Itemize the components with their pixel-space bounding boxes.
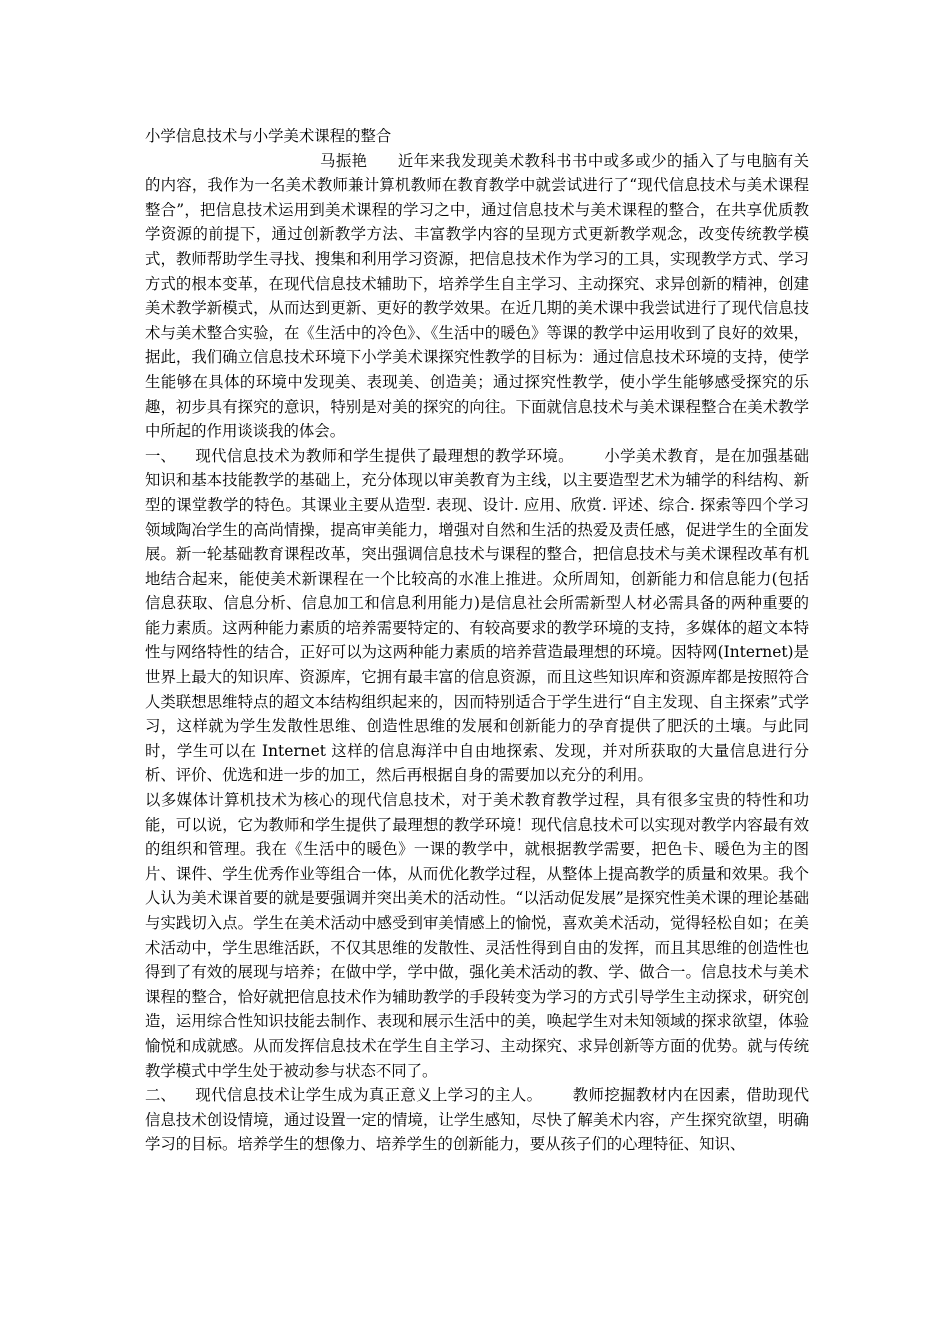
section-2-body: 教师挖掘教材内在因素，借助现代信息技术创设情境，通过设置一定的情境，让学生感知，尽快了解美术内容，产生探究欲望，明确学习的目标。培养学生的想像力、培养学生的创新能力，要从孩子们的心理特征、知识、 [145, 1086, 809, 1154]
author-intro-paragraph [145, 149, 809, 444]
section-1-paragraph [145, 444, 809, 788]
section-1-number: 一、 [145, 446, 176, 465]
author-name: 马振艳 [320, 151, 368, 170]
document-page [145, 124, 809, 1157]
section-2-heading: 现代信息技术让学生成为真正意义上学习的主人。 [195, 1086, 543, 1105]
section-1-body: 小学美术教育，是在加强基础知识和基本技能教学的基础上，充分体现以审美教育为主线，以主要造型艺术为辅学的科结构、新型的课堂教学的特色。其课业主要从造型. 表现、设计. 应用、欣赏. 评述、综合. 探索等四个学习领域陶冶学生的高尚情操，提高审美能力，增强对自然和生活的热爱及责任感，促进学生的全面发展。新一轮基础教育课程改革，突出强调信息技术与课程的整合，把信息技术与美术课程改革有机地结合起来，能使美术新课程在一个比较高的水准上推进。众所周知，创新能力和信息能力(包括信息获取、信息分析、信息加工和信息利用能力)是信息社会所需新型人材必需具备的两种重要的能力素质。这两种能力素质的培养需要特定的、有较高要求的教学环境的支持，多媒体的超文本特性与网络特性的结合，正好可以为这两种能力素质的培养营造最理想的环境。因特网(Internet)是世界上最大的知识库、资源库，它拥有最丰富的信息资源，而且这些知识库和资源库都是按照符合人类联想思维特点的超文本结构组织起来的，因而特别适合于学生进行“自主发现、自主探索”式学习，这样就为学生发散性思维、创造性思维的发展和创新能力的孕育提供了肥沃的土壤。与此同时，学生可以在 Internet 这样的信息海洋中自由地探索、发现，并对所获取的大量信息进行分析、评价、优选和进一步的加工，然后再根据自身的需要加以充分的利用。 [145, 446, 809, 785]
section-1-heading: 现代信息技术为教师和学生提供了最理想的教学环境。 [195, 446, 574, 465]
section-2-number: 二、 [145, 1086, 176, 1105]
section-1-body-2: 以多媒体计算机技术为核心的现代信息技术，对于美术教育教学过程，具有很多宝贵的特性和功能，可以说，它为教师和学生提供了最理想的教学环境！现代信息技术可以实现对教学内容最有效的组织和管理。我在《生活中的暖色》一课的教学中，就根据教学需要，把色卡、暖色为主的图片、课件、学生优秀作业等组合一体，从而优化教学过程，从整体上提高教学的质量和效果。我个人认为美术课首要的就是要强调并突出美术的活动性。“以活动促发展”是探究性美术课的理论基础与实践切入点。学生在美术活动中感受到审美情感上的愉悦，喜欢美术活动，觉得轻松自如；在美术活动中，学生思维活跃，不仅其思维的发散性、灵活性得到自由的发挥，而且其思维的创造性也得到了有效的展现与培养；在做中学，学中做，强化美术活动的教、学、做合一。信息技术与美术课程的整合，恰好就把信息技术作为辅助教学的手段转变为学习的方式引导学生主动探求，研究创造，运用综合性知识技能去制作、表现和展示生活中的美，唤起学生对未知领域的探求欲望，体验愉悦和成就感。从而发挥信息技术在学生自主学习、主动探究、求异创新等方面的优势。就与传统教学模式中学生处于被动参与状态不同了。 [145, 791, 809, 1080]
intro-text: 近年来我发现美术教科书书中或多或少的插入了与电脑有关的内容，我作为一名美术教师兼计算机教师在教育教学中就尝试进行了“现代信息技术与美术课程整合”，把信息技术运用到美术课程的学习之中，通过信息技术与美术课程的整合，在共享优质教学资源的前提下，通过创新教学方法、丰富教学内容的呈现方式更新教学观念，改变传统教学模式，教师帮助学生寻找、搜集和利用学习资源，把信息技术作为学习的工具，实现教学方式、学习方式的根本变革，在现代信息技术辅助下，培养学生自主学习、主动探究、求异创新的精神，创建美术教学新模式，从而达到更新、更好的教学效果。在近几期的美术课中我尝试进行了现代信息技术与美术整合实验，在《生活中的冷色》、《生活中的暖色》等课的教学中运用收到了良好的效果，据此，我们确立信息技术环境下小学美术课探究性教学的目标为：通过信息技术环境的支持，使学生能够在具体的环境中发现美、表现美、创造美；通过探究性教学，使小学生能够感受探究的乐趣，初步具有探究的意识，特别是对美的探究的向往。下面就信息技术与美术课程整合在美术教学中所起的作用谈谈我的体会。 [145, 151, 809, 441]
section-2-paragraph [145, 1083, 809, 1157]
document-title: 小学信息技术与小学美术课程的整合 [145, 127, 392, 145]
